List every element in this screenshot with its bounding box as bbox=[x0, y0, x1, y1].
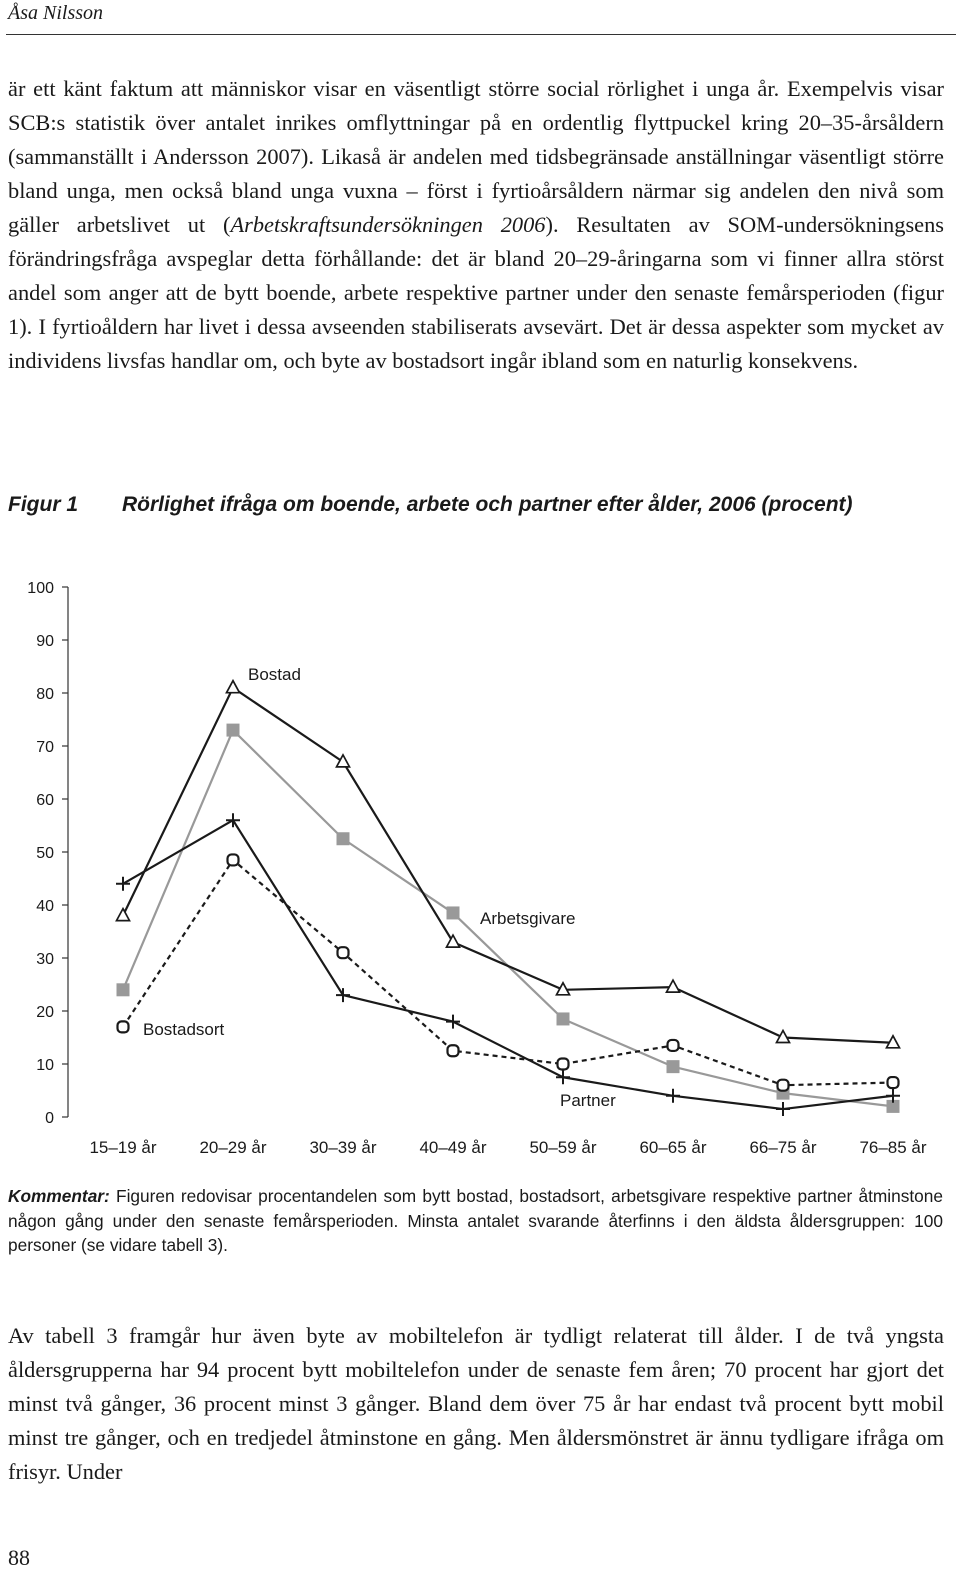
data-point-circle bbox=[448, 1045, 459, 1056]
y-tick-label: 80 bbox=[36, 686, 54, 703]
y-tick-label: 90 bbox=[36, 633, 54, 650]
body-paragraph-1 bbox=[8, 72, 944, 378]
data-point-plus bbox=[666, 1089, 680, 1103]
y-tick-label: 10 bbox=[36, 1057, 54, 1074]
data-point-square bbox=[117, 984, 129, 996]
series-bostadsort bbox=[118, 854, 899, 1090]
running-header-author: Åsa Nilsson bbox=[8, 2, 104, 24]
x-tick-label: 76–85 år bbox=[859, 1138, 927, 1157]
page-number: 88 bbox=[8, 1545, 30, 1570]
y-tick-label: 30 bbox=[36, 951, 54, 968]
figure-title: Rörlighet ifråga om boende, arbete och partner efter ålder, 2006 (procent) bbox=[122, 493, 853, 516]
data-point-triangle bbox=[667, 980, 680, 992]
data-point-square bbox=[227, 724, 239, 736]
y-tick-label: 20 bbox=[36, 1004, 54, 1021]
data-point-circle bbox=[228, 854, 239, 865]
y-tick-label: 50 bbox=[36, 845, 54, 862]
data-point-triangle bbox=[227, 681, 240, 693]
x-tick-label: 66–75 år bbox=[749, 1138, 817, 1157]
y-tick-label: 60 bbox=[36, 792, 54, 809]
data-point-circle bbox=[668, 1040, 679, 1051]
paragraph-1-citation: Arbetskraftsundersökningen 2006 bbox=[230, 212, 546, 237]
data-point-plus bbox=[116, 877, 130, 891]
data-point-triangle bbox=[447, 935, 460, 947]
data-point-circle bbox=[118, 1021, 129, 1032]
y-tick-label: 0 bbox=[45, 1110, 54, 1127]
y-tick-label: 100 bbox=[27, 580, 54, 597]
data-point-triangle bbox=[117, 909, 130, 921]
series-label-partner: Partner bbox=[560, 1091, 616, 1110]
paragraph-1-text-b: ). Resultaten av SOM-undersökningsens förändringsfråga avspeglar detta förhållande: det är bland 20–29-åringarna som vi finner allra störst andel som anger att de bytt boende, arbete respektive partner under den senaste femårsperioden (figur 1). I fyrtioåldern har livet i dessa avseenden stabiliserats avsevärt. Det är dessa aspekter som mycket av individens livsfas handlar om, och byte av bostadsort ingår ibland som en naturlig konsekvens. bbox=[8, 212, 944, 373]
line-chart bbox=[0, 570, 960, 1170]
data-point-square bbox=[447, 907, 459, 919]
y-tick-label: 40 bbox=[36, 898, 54, 915]
data-point-circle bbox=[338, 947, 349, 958]
x-tick-label: 20–29 år bbox=[199, 1138, 267, 1157]
data-point-plus bbox=[776, 1102, 790, 1116]
data-point-plus bbox=[556, 1070, 570, 1084]
x-tick-label: 50–59 år bbox=[529, 1138, 597, 1157]
x-tick-label: 40–49 år bbox=[419, 1138, 487, 1157]
data-point-circle bbox=[558, 1059, 569, 1070]
data-point-plus bbox=[336, 988, 350, 1002]
data-point-square bbox=[557, 1013, 569, 1025]
header-divider bbox=[6, 34, 956, 35]
data-point-plus bbox=[446, 1015, 460, 1029]
x-tick-label: 30–39 år bbox=[309, 1138, 377, 1157]
data-point-circle bbox=[778, 1080, 789, 1091]
data-point-circle bbox=[888, 1077, 899, 1088]
paragraph-1-text-a: är ett känt faktum att människor visar en väsentligt större social rörlighet i unga år. Exempelvis visar SCB:s statistik över antalet inrikes omflyttningar på en ordentlig flyttpuckel kring 20–35-årsåldern (sammanställt i Andersson 2007). Likaså är andelen med tidsbegränsade anställningar väsentligt större bland unga, men också bland unga vuxna – först i fyrtioårsåldern närmar sig andelen den nivå som gäller arbetslivet ut ( bbox=[8, 76, 944, 237]
series-label-bostadsort: Bostadsort bbox=[143, 1020, 225, 1039]
series-line bbox=[123, 860, 893, 1085]
body-paragraph-2: Av tabell 3 framgår hur även byte av mobiltelefon är tydligt relaterat till ålder. I de två yngsta åldersgrupperna har 94 procent bytt mobiltelefon under de senaste fem åren; 70 procent har gjort det minst två gånger, 36 procent minst 3 gånger. Bland dem över 75 år har endast två procent bytt mobil minst tre gånger, och en tredjedel åtminstone en gång. Men åldersmönstret är ännu tydligare ifråga om frisyr. Under bbox=[8, 1323, 944, 1484]
comment-text: Figuren redovisar procentandelen som bytt bostad, bostadsort, arbetsgivare respektive partner åtminstone någon gång under den senaste femårsperioden. Minsta antalet svarande återfinns i den äldsta åldersgruppen: 100 personer (se vidare tabell 3). bbox=[8, 1186, 943, 1255]
data-point-triangle bbox=[337, 755, 350, 767]
series-label-arbetsgivare: Arbetsgivare bbox=[480, 909, 576, 928]
x-tick-label: 15–19 år bbox=[89, 1138, 157, 1157]
figure-comment bbox=[8, 1184, 943, 1258]
data-point-square bbox=[667, 1061, 679, 1073]
data-point-plus bbox=[226, 813, 240, 827]
series-label-bostad: Bostad bbox=[248, 665, 301, 684]
comment-label: Kommentar: bbox=[8, 1186, 110, 1206]
data-point-square bbox=[337, 833, 349, 845]
figure-label: Figur 1 bbox=[8, 493, 79, 516]
x-tick-label: 60–65 år bbox=[639, 1138, 707, 1157]
y-tick-label: 70 bbox=[36, 739, 54, 756]
